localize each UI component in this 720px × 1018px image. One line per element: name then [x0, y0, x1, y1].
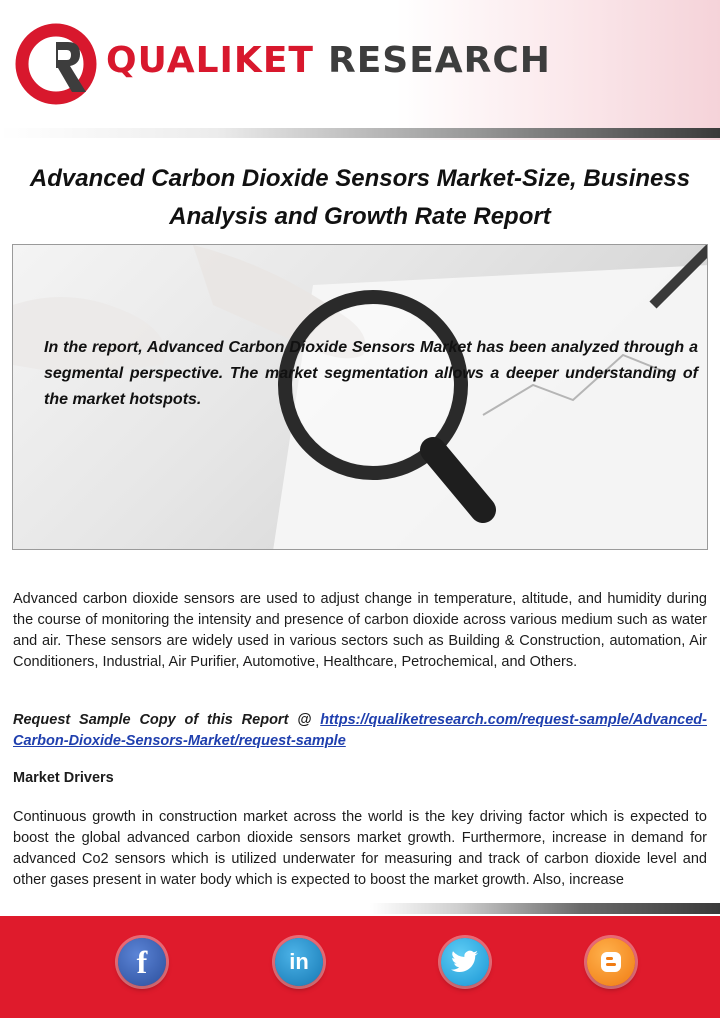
blogger-icon[interactable]: [587, 938, 635, 986]
logo-icon: [14, 22, 102, 110]
page-title: Advanced Carbon Dioxide Sensors Market-Size, Business Analysis and Growth Rate Report: [29, 165, 691, 230]
linkedin-glyph: in: [289, 949, 309, 974]
facebook-glyph: f: [136, 943, 148, 980]
hero-image: [12, 244, 708, 550]
footer-divider: [370, 903, 720, 914]
drivers-paragraph: Continuous growth in construction market across the world is the key driving factor which is expected to boost the global advanced carbon dioxide sensors market growth. Furthermore, increase in demand for advanced Co2 sensors which is utilized underwater for measuring and track of carbon dioxide level and other gases present in water body which is expected to boost the market growth. Also, increase: [13, 809, 707, 888]
request-label: Request Sample Copy of this Report @: [13, 712, 321, 728]
blogger-b-icon: [598, 949, 624, 975]
intro-paragraph: Advanced carbon dioxide sensors are used to adjust change in temperature, altitude, and humidity during the course of monitoring the intensity and presence of carbon dioxide across various medium such as water and air. These sensors are widely used in various sectors such as Building & Construction, automation, Air Conditioners, Industrial, Air Purifier, Automotive, Healthcare, Petrochemical, and Others.: [13, 591, 707, 670]
twitter-bird-icon: [451, 950, 479, 974]
section-heading-market-drivers: Market Drivers: [13, 770, 114, 786]
logo-word-research: RESEARCH: [327, 40, 551, 81]
request-sample-link[interactable]: https://qualiketresearch.com/request-sample/Advanced-Carbon-Dioxide-Sensors-Market/request-sample: [13, 712, 707, 749]
logo-word-qualiket: QUALIKET: [106, 40, 314, 81]
header: [0, 0, 720, 140]
facebook-icon[interactable]: [118, 938, 166, 986]
linkedin-icon[interactable]: [275, 938, 323, 986]
hero-summary: In the report, Advanced Carbon Dioxide Sensors Market has been analyzed through a segmental perspective. The market segmentation allows a deeper understanding of the market hotspots.: [44, 339, 698, 408]
request-sample: [13, 710, 707, 752]
header-divider: [0, 128, 720, 138]
logo-text: [106, 40, 551, 81]
twitter-icon[interactable]: [441, 938, 489, 986]
